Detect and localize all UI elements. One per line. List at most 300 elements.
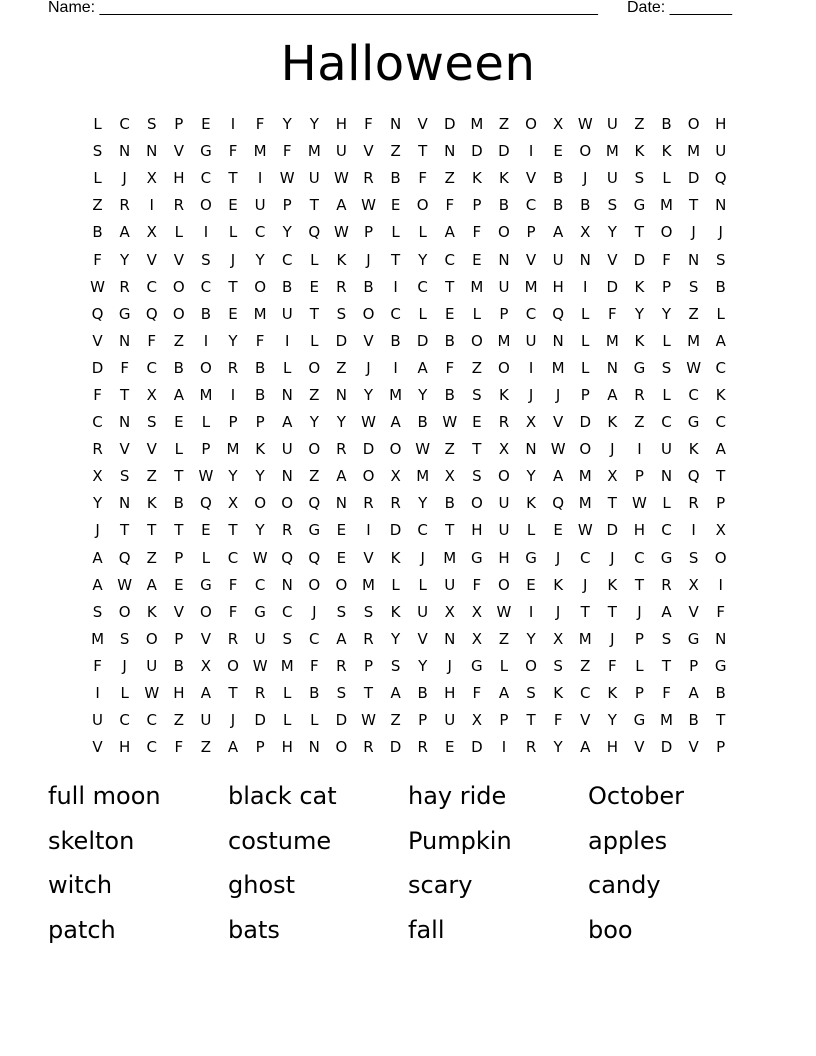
grid-letter: M xyxy=(605,331,619,350)
grid-letter: P xyxy=(716,494,726,513)
grid-letter: C xyxy=(146,358,157,377)
grid-letter: Z xyxy=(146,467,157,486)
grid-letter: J xyxy=(555,602,561,621)
grid-letter: X xyxy=(471,602,482,621)
grid-letter: O xyxy=(579,142,592,161)
grid-letter: Y xyxy=(92,494,103,513)
grid-letter: V xyxy=(580,711,591,730)
grid-letter: C xyxy=(281,250,293,269)
grid-letter: L xyxy=(418,575,427,594)
grid-letter: S xyxy=(92,602,103,621)
grid-letter: F xyxy=(716,602,726,621)
grid-letter: T xyxy=(472,440,482,459)
grid-letter: Y xyxy=(526,629,536,648)
grid-letter: Z xyxy=(200,738,212,757)
grid-letter: P xyxy=(716,738,726,757)
grid-letter: I xyxy=(393,277,398,296)
grid-letter: C xyxy=(227,548,239,567)
grid-letter: W xyxy=(415,440,431,459)
grid-letter: W xyxy=(252,548,268,567)
grid-letter: V xyxy=(200,629,212,648)
grid-letter: B xyxy=(498,196,510,215)
grid-letter: H xyxy=(715,115,727,134)
grid-letter: D xyxy=(498,142,510,161)
grid-letter: Z xyxy=(146,548,157,567)
grid-letter: L xyxy=(310,331,319,350)
word-bank-item: scary xyxy=(408,871,473,899)
grid-letter: D xyxy=(471,142,483,161)
grid-letter: D xyxy=(606,277,619,296)
grid-letter: O xyxy=(172,304,185,323)
grid-letter: L xyxy=(662,331,671,350)
word-bank-item: patch xyxy=(48,915,116,944)
grid-letter: K xyxy=(553,575,564,594)
grid-letter: R xyxy=(336,277,347,296)
grid-letter: S xyxy=(472,467,482,486)
grid-letter: N xyxy=(444,142,456,161)
grid-letter: C xyxy=(634,548,645,567)
grid-letter: L xyxy=(391,575,400,594)
grid-letter: G xyxy=(471,548,483,567)
grid-letter: D xyxy=(389,521,402,540)
grid-letter: P xyxy=(363,223,373,242)
grid-letter: E xyxy=(336,548,347,567)
grid-letter: R xyxy=(119,196,130,215)
grid-letter: R xyxy=(227,358,239,377)
grid-letter: I xyxy=(366,521,371,540)
grid-letter: F xyxy=(472,575,482,594)
grid-letter: U xyxy=(498,277,510,296)
grid-letter: V xyxy=(417,629,428,648)
grid-letter: D xyxy=(416,331,429,350)
grid-letter: J xyxy=(691,223,696,242)
grid-letter: T xyxy=(147,521,157,540)
grid-letter: M xyxy=(470,115,484,134)
grid-letter: V xyxy=(688,738,699,757)
grid-letter: L xyxy=(283,358,292,377)
grid-letter: L xyxy=(201,413,211,432)
grid-letter: P xyxy=(255,413,265,432)
grid-letter: Z xyxy=(390,142,401,161)
grid-letter: O xyxy=(335,738,348,757)
grid-letter: C xyxy=(688,385,699,404)
grid-letter: F xyxy=(255,115,265,134)
grid-letter: Y xyxy=(661,304,672,323)
word-bank-item: Pumpkin xyxy=(408,826,512,855)
grid-letter: E xyxy=(553,521,563,540)
grid-letter: T xyxy=(716,467,726,486)
grid-letter: Z xyxy=(634,413,645,432)
grid-letter: W xyxy=(550,440,566,459)
grid-letter: E xyxy=(472,250,482,269)
grid-letter: J xyxy=(366,358,371,377)
grid-letter: L xyxy=(662,169,671,188)
grid-letter: C xyxy=(200,169,212,188)
grid-letter: S xyxy=(119,467,130,486)
grid-letter: B xyxy=(254,358,266,377)
grid-letter: A xyxy=(173,385,184,404)
grid-letter: F xyxy=(445,358,455,377)
grid-letter: I xyxy=(583,277,588,296)
word-bank-item: costume xyxy=(228,826,332,855)
grid-letter: E xyxy=(445,738,455,757)
grid-letter: K xyxy=(607,413,618,432)
grid-letter: X xyxy=(715,521,726,540)
grid-letter: O xyxy=(308,440,321,459)
grid-letter: I xyxy=(528,142,534,161)
grid-letter: V xyxy=(553,413,564,432)
grid-letter: C xyxy=(579,548,591,567)
grid-letter: I xyxy=(501,738,507,757)
grid-letter: Y xyxy=(418,494,428,513)
grid-letter: O xyxy=(118,602,131,621)
grid-letter: I xyxy=(718,575,723,594)
grid-letter: K xyxy=(607,575,618,594)
grid-letter: I xyxy=(230,115,236,134)
word-bank-item: witch xyxy=(48,871,113,899)
grid-letter: U xyxy=(254,196,266,215)
grid-letter: U xyxy=(308,169,320,188)
grid-letter: S xyxy=(688,548,699,567)
grid-letter: F xyxy=(228,142,238,161)
grid-letter: E xyxy=(174,575,184,594)
grid-letter: I xyxy=(257,169,263,188)
grid-letter: D xyxy=(606,521,619,540)
grid-letter: Y xyxy=(309,115,319,134)
grid-letter: Y xyxy=(418,656,428,675)
grid-letter: T xyxy=(228,521,238,540)
grid-letter: F xyxy=(93,250,102,269)
grid-letter: R xyxy=(417,738,428,757)
word-bank-item: hay ride xyxy=(408,782,507,810)
grid-letter: R xyxy=(281,521,293,540)
grid-letter: U xyxy=(335,142,347,161)
grid-letter: X xyxy=(200,656,212,675)
grid-letter: L xyxy=(526,521,536,540)
grid-letter: T xyxy=(661,656,672,675)
grid-letter: B xyxy=(580,196,591,215)
word-bank-item: bats xyxy=(228,915,280,944)
grid-letter: Y xyxy=(255,250,265,269)
grid-letter: X xyxy=(553,115,564,134)
grid-letter: N xyxy=(687,250,700,269)
grid-letter: T xyxy=(309,304,319,323)
grid-letter: V xyxy=(607,250,618,269)
grid-letter: A xyxy=(553,223,564,242)
grid-letter: L xyxy=(635,656,644,675)
grid-letter: P xyxy=(418,711,428,730)
grid-letter: T xyxy=(228,169,238,188)
grid-letter: G xyxy=(200,142,212,161)
grid-letter: R xyxy=(227,629,239,648)
grid-letter: S xyxy=(390,656,401,675)
grid-letter: W xyxy=(252,656,268,675)
grid-letter: V xyxy=(525,250,537,269)
grid-letter: S xyxy=(336,304,347,323)
grid-letter: C xyxy=(281,602,293,621)
grid-letter: R xyxy=(336,656,347,675)
grid-letter: N xyxy=(389,115,402,134)
grid-letter: D xyxy=(633,250,646,269)
grid-letter: T xyxy=(120,385,130,404)
grid-letter: S xyxy=(201,250,211,269)
grid-letter: O xyxy=(714,548,727,567)
grid-letter: B xyxy=(173,656,184,675)
grid-letter: N xyxy=(146,142,158,161)
grid-letter: H xyxy=(552,277,564,296)
grid-letter: S xyxy=(472,385,482,404)
grid-letter: I xyxy=(284,331,290,350)
grid-letter: F xyxy=(418,169,427,188)
grid-letter: L xyxy=(716,304,725,323)
grid-letter: P xyxy=(174,115,184,134)
grid-letter: X xyxy=(580,223,591,242)
grid-letter: Q xyxy=(118,548,131,567)
grid-letter: B xyxy=(661,115,672,134)
grid-letter: B xyxy=(390,331,401,350)
grid-letter: P xyxy=(526,223,536,242)
grid-letter: C xyxy=(444,250,455,269)
grid-letter: H xyxy=(119,738,131,757)
grid-letter: N xyxy=(579,250,591,269)
grid-letter: M xyxy=(687,142,701,161)
grid-letter: B xyxy=(417,684,428,703)
grid-letter: N xyxy=(606,358,618,377)
grid-letter: K xyxy=(553,684,564,703)
grid-letter: E xyxy=(390,196,401,215)
grid-letter: T xyxy=(445,277,455,296)
grid-letter: Z xyxy=(471,358,482,377)
grid-letter: T xyxy=(418,142,428,161)
grid-letter: B xyxy=(363,277,374,296)
grid-letter: F xyxy=(147,331,157,350)
grid-letter: C xyxy=(715,358,726,377)
grid-letter: W xyxy=(90,277,105,296)
grid-letter: X xyxy=(525,413,537,432)
grid-letter: T xyxy=(363,684,374,703)
grid-letter: Z xyxy=(92,196,103,215)
grid-letter: J xyxy=(610,629,615,648)
grid-letter: G xyxy=(714,656,727,675)
grid-letter: B xyxy=(688,711,699,730)
grid-letter: Z xyxy=(309,467,320,486)
grid-letter: C xyxy=(254,575,266,594)
grid-letter: I xyxy=(528,358,534,377)
grid-letter: C xyxy=(579,684,591,703)
grid-letter: N xyxy=(281,575,293,594)
grid-letter: Z xyxy=(580,656,591,675)
grid-letter: C xyxy=(146,738,157,757)
grid-letter: K xyxy=(499,169,509,188)
grid-letter: P xyxy=(661,277,672,296)
grid-letter: X xyxy=(146,385,157,404)
grid-letter: J xyxy=(447,656,452,675)
grid-letter: M xyxy=(660,196,673,215)
grid-letter: J xyxy=(528,385,534,404)
grid-letter: A xyxy=(336,196,347,215)
grid-letter: L xyxy=(472,304,482,323)
grid-letter: C xyxy=(525,304,537,323)
grid-letter: Z xyxy=(444,169,455,188)
grid-letter: F xyxy=(255,331,265,350)
grid-letter: T xyxy=(716,711,726,730)
page-title: Halloween xyxy=(280,36,536,92)
grid-letter: O xyxy=(498,223,510,242)
grid-letter: O xyxy=(362,304,375,323)
grid-letter: Q xyxy=(552,494,565,513)
grid-letter: C xyxy=(417,277,428,296)
grid-letter: C xyxy=(661,521,672,540)
grid-letter: S xyxy=(119,629,130,648)
grid-letter: G xyxy=(118,304,131,323)
grid-letter: L xyxy=(310,711,319,730)
grid-letter: A xyxy=(336,467,347,486)
grid-letter: U xyxy=(444,575,456,594)
grid-letter: J xyxy=(122,656,127,675)
word-bank xyxy=(48,776,768,954)
grid-letter: R xyxy=(525,738,537,757)
grid-letter: A xyxy=(390,413,401,432)
grid-letter: N xyxy=(498,250,510,269)
grid-letter: G xyxy=(687,413,700,432)
grid-letter: N xyxy=(308,738,320,757)
grid-letter: Q xyxy=(552,304,565,323)
grid-letter: M xyxy=(497,331,511,350)
date-line: Date: _______ xyxy=(627,0,732,16)
grid-letter: E xyxy=(174,413,184,432)
grid-letter: V xyxy=(363,142,374,161)
grid-letter: F xyxy=(662,250,671,269)
grid-letter: P xyxy=(580,385,590,404)
grid-letter: I xyxy=(95,684,100,703)
grid-letter: R xyxy=(336,440,347,459)
grid-letter: U xyxy=(146,656,158,675)
grid-letter: P xyxy=(201,440,211,459)
word-bank-item: October xyxy=(588,782,685,810)
grid-letter: S xyxy=(526,684,536,703)
grid-letter: I xyxy=(637,440,642,459)
grid-letter: O xyxy=(525,656,537,675)
grid-letter: E xyxy=(228,304,238,323)
grid-letter: D xyxy=(389,738,402,757)
grid-letter: Y xyxy=(607,711,617,730)
grid-letter: X xyxy=(607,467,618,486)
grid-letter: Z xyxy=(444,440,455,459)
grid-letter: P xyxy=(255,738,265,757)
grid-letter: K xyxy=(526,494,536,513)
grid-letter: S xyxy=(661,629,672,648)
grid-letter: F xyxy=(174,738,184,757)
grid-letter: O xyxy=(335,575,348,594)
grid-letter: F xyxy=(120,358,129,377)
grid-letter: S xyxy=(336,602,347,621)
grid-letter: A xyxy=(715,331,726,350)
grid-letter: A xyxy=(715,440,726,459)
grid-letter: Z xyxy=(634,115,645,134)
grid-letter: A xyxy=(146,575,157,594)
grid-letter: N xyxy=(335,494,347,513)
grid-letter: O xyxy=(470,494,483,513)
grid-letter: F xyxy=(309,656,319,675)
grid-letter: S xyxy=(363,602,374,621)
grid-letter: T xyxy=(607,494,617,513)
grid-letter: L xyxy=(174,223,183,242)
grid-letter: M xyxy=(91,629,105,648)
grid-letter: N xyxy=(552,331,564,350)
grid-letter: E xyxy=(472,413,482,432)
grid-letter: X xyxy=(146,223,157,242)
grid-letter: K xyxy=(634,331,645,350)
grid-letter: C xyxy=(200,277,212,296)
grid-letter: L xyxy=(662,494,671,513)
grid-letter: L xyxy=(581,331,590,350)
grid-letter: U xyxy=(444,711,456,730)
grid-letter: A xyxy=(498,684,510,703)
grid-letter: F xyxy=(472,223,482,242)
grid-letter: E xyxy=(553,142,563,161)
grid-letter: Z xyxy=(173,331,184,350)
grid-letter: D xyxy=(91,358,104,377)
grid-letter: B xyxy=(715,684,726,703)
grid-letter: F xyxy=(553,711,563,730)
grid-letter: J xyxy=(122,169,127,188)
grid-letter: S xyxy=(607,196,618,215)
grid-letter: P xyxy=(363,656,373,675)
grid-letter: R xyxy=(254,684,266,703)
grid-letter: V xyxy=(417,115,428,134)
grid-letter: Y xyxy=(607,223,617,242)
grid-letter: L xyxy=(662,385,671,404)
grid-letter: O xyxy=(200,602,212,621)
grid-letter: R xyxy=(634,385,645,404)
grid-letter: T xyxy=(445,521,455,540)
grid-letter: M xyxy=(605,142,619,161)
grid-letter: J xyxy=(312,602,317,621)
grid-letter: V xyxy=(92,738,103,757)
grid-letter: Y xyxy=(418,385,428,404)
grid-letter: A xyxy=(417,358,428,377)
grid-letter: R xyxy=(688,494,699,513)
grid-letter: U xyxy=(417,602,429,621)
word-bank-item: fall xyxy=(408,915,445,944)
grid-letter: L xyxy=(418,223,427,242)
grid-letter: U xyxy=(92,711,104,730)
grid-letter: F xyxy=(608,304,617,323)
grid-letter: B xyxy=(254,385,266,404)
grid-letter: Z xyxy=(498,629,510,648)
grid-letter: P xyxy=(228,413,238,432)
grid-letter: K xyxy=(146,602,157,621)
grid-letter: G xyxy=(471,656,483,675)
grid-letter: B xyxy=(444,494,455,513)
grid-letter: Z xyxy=(173,711,184,730)
grid-letter: T xyxy=(174,467,184,486)
grid-letter: B xyxy=(552,169,564,188)
grid-letter: V xyxy=(146,440,157,459)
grid-letter: F xyxy=(364,115,373,134)
grid-letter: K xyxy=(661,142,672,161)
grid-letter: M xyxy=(253,142,267,161)
grid-letter: I xyxy=(203,223,209,242)
grid-letter: X xyxy=(146,169,157,188)
grid-letter: K xyxy=(255,440,266,459)
grid-letter: Y xyxy=(363,385,374,404)
grid-letter: Y xyxy=(255,467,265,486)
grid-letter: R xyxy=(661,575,672,594)
grid-letter: W xyxy=(577,115,593,134)
grid-letter: A xyxy=(661,602,672,621)
grid-letter: X xyxy=(688,575,699,594)
